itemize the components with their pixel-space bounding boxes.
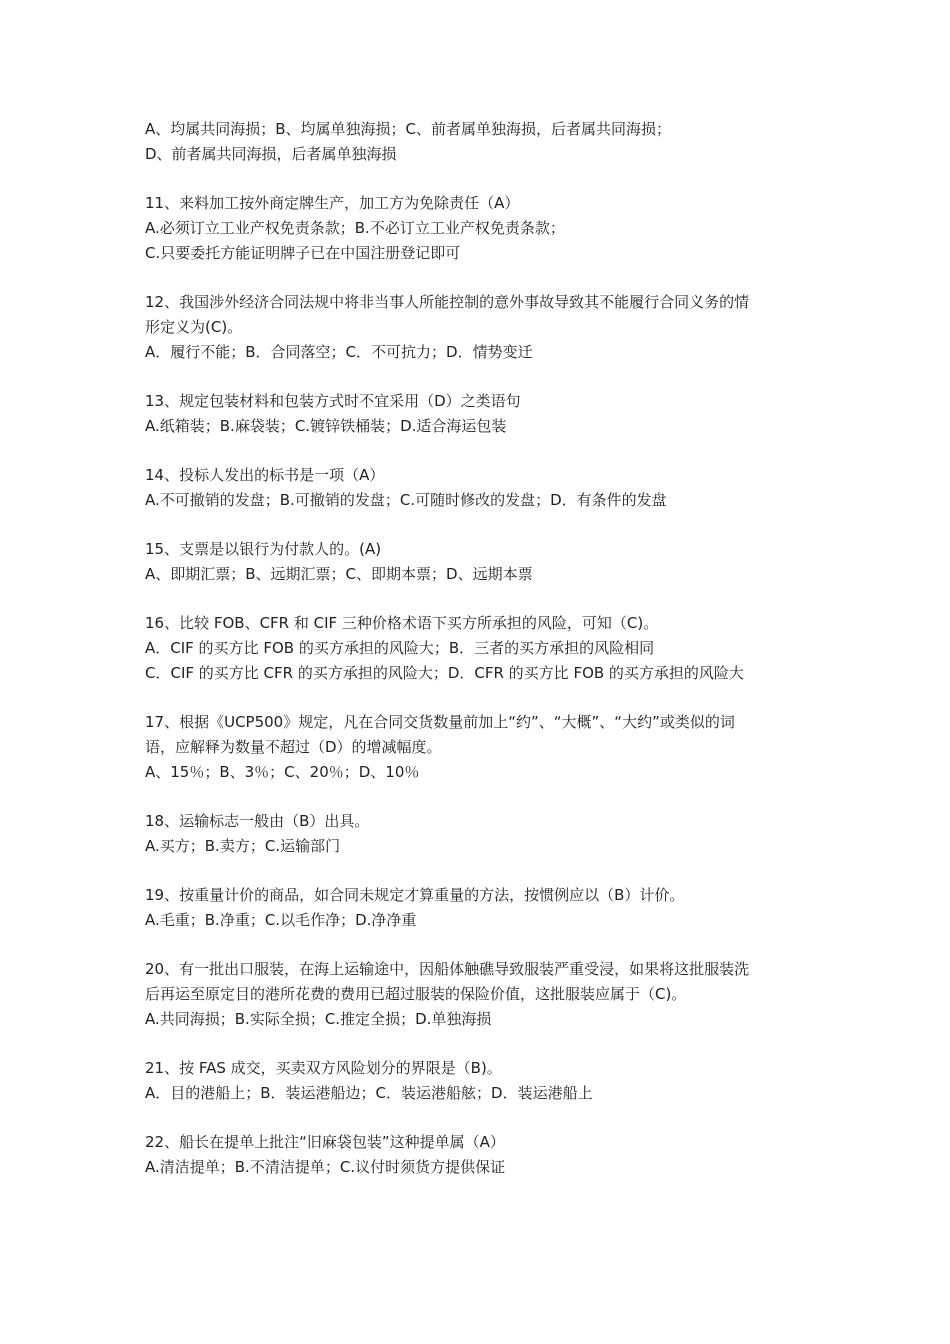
question-block-15 — [145, 537, 815, 587]
question-text: 16、比较 FOB、CFR 和 CIF 三种价格术语下买方所承担的风险，可知（C)。 — [145, 614, 659, 632]
options-line: A、即期汇票；B、远期汇票；C、即期本票；D、远期本票 — [145, 565, 533, 583]
options-line: A.毛重；B.净重；C.以毛作净；D.净净重 — [145, 911, 417, 929]
question-block-19 — [145, 883, 815, 933]
options-line: A.买方；B.卖方；C.运输部门 — [145, 837, 341, 855]
options-line: A．履行不能；B．合同落空；C．不可抗力；D．情势变迁 — [145, 343, 533, 361]
options-line: A.清洁提单；B.不清洁提单；C.议付时须货方提供保证 — [145, 1158, 506, 1176]
question-block-22 — [145, 1130, 815, 1180]
question-text: 12、我国涉外经济合同法规中将非当事人所能控制的意外事故导致其不能履行合同义务的情 — [145, 293, 750, 311]
text-line: A、均属共同海损；B、均属单独海损；C、前者属单独海损，后者属共同海损； — [145, 120, 672, 138]
question-block-21 — [145, 1056, 815, 1106]
question-text: 18、运输标志一般由（B）出具。 — [145, 812, 370, 830]
question-text-continued: 形定义为(C)。 — [145, 318, 243, 336]
question-block-20 — [145, 957, 815, 1032]
question-text: 22、船长在提单上批注“旧麻袋包装”这种提单属（A） — [145, 1133, 505, 1151]
question-block-12 — [145, 290, 815, 365]
question-block-18 — [145, 809, 815, 859]
question-text: 11、来料加工按外商定牌生产，加工方为免除责任（A） — [145, 194, 520, 212]
question-text-continued: 语，应解释为数量不超过（D）的增减幅度。 — [145, 738, 442, 756]
question-text: 14、投标人发出的标书是一项（A） — [145, 466, 385, 484]
question-block-13 — [145, 389, 815, 439]
question-block-14 — [145, 463, 815, 513]
question-text: 15、支票是以银行为付款人的。(A) — [145, 540, 382, 558]
question-text: 17、根据《UCP500》规定，凡在合同交货数量前加上“约”、“大概”、“大约”或类似的词 — [145, 713, 735, 731]
question-text: 20、有一批出口服装，在海上运输途中，因船体触礁导致服装严重受浸，如果将这批服装洗 — [145, 960, 750, 978]
options-line: A.必须订立工业产权免责条款；B.不必订立工业产权免责条款； — [145, 219, 565, 237]
options-line: C．CIF 的买方比 CFR 的买方承担的风险大；D．CFR 的买方比 FOB 的买方承担的风险大 — [145, 664, 744, 682]
question-text: 19、按重量计价的商品，如合同未规定才算重量的方法，按惯例应以（B）计价。 — [145, 886, 685, 904]
question-block-options-prev — [145, 117, 815, 167]
question-block-11 — [145, 191, 815, 266]
question-block-16 — [145, 611, 815, 686]
options-line: A．目的港船上；B．装运港船边；C．装运港船舷；D．装运港船上 — [145, 1084, 593, 1102]
text-line: D、前者属共同海损，后者属单独海损 — [145, 145, 397, 163]
options-line: A.纸箱装；B.麻袋装；C.镀锌铁桶装；D.适合海运包装 — [145, 417, 507, 435]
options-line: A.共同海损；B.实际全损；C.推定全损；D.单独海损 — [145, 1010, 492, 1028]
options-line: A.不可撤销的发盘；B.可撤销的发盘；C.可随时修改的发盘；D．有条件的发盘 — [145, 491, 667, 509]
options-line: A．CIF 的买方比 FOB 的买方承担的风险大；B．三者的买方承担的风险相同 — [145, 639, 655, 657]
document-page — [145, 117, 815, 1204]
options-line: C.只要委托方能证明牌子已在中国注册登记即可 — [145, 244, 461, 262]
question-text-continued: 后再运至原定目的港所花费的费用已超过服装的保险价值，这批服装应属于（C)。 — [145, 985, 687, 1003]
options-line: A、15％；B、3％；C、20％；D、10％ — [145, 763, 420, 781]
question-block-17 — [145, 710, 815, 785]
question-text: 13、规定包装材料和包装方式时不宜采用（D）之类语句 — [145, 392, 521, 410]
question-text: 21、按 FAS 成交，买卖双方风险划分的界限是（B)。 — [145, 1059, 502, 1077]
